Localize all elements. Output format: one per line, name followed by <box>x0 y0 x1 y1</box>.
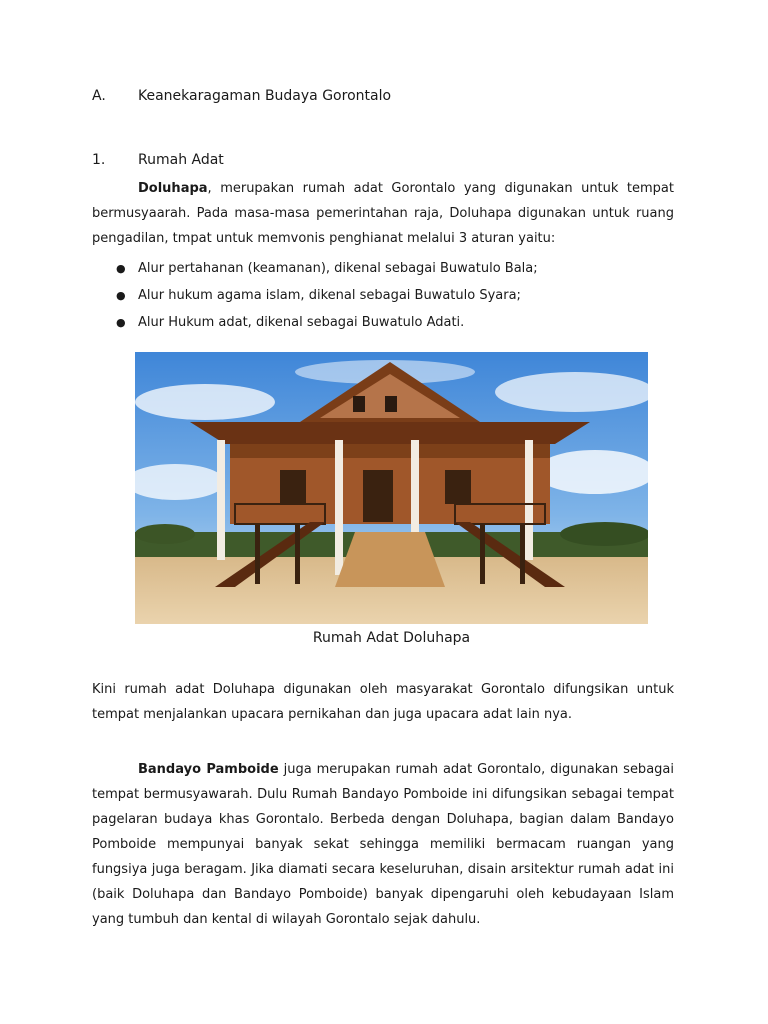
bullet-icon: ● <box>116 316 126 329</box>
subsection-number: 1. <box>92 152 106 168</box>
doluhapa-name: Doluhapa <box>138 181 208 196</box>
bullet-icon: ● <box>116 289 126 302</box>
figure-caption: Rumah Adat Doluhapa <box>312 630 471 646</box>
doluhapa-usage-paragraph: Kini rumah adat Doluhapa digunakan oleh masyarakat Gorontalo difungsikan untuk tempat menjalankan upacara pernikahan dan juga upacara adat lain nya. <box>92 682 674 722</box>
bandayo-paragraph <box>92 757 674 932</box>
rules-list <box>92 255 674 336</box>
list-item: ● Alur pertahanan (keamanan), dikenal sebagai Buwatulo Bala; <box>92 255 674 282</box>
bandayo-name: Bandayo Pamboide <box>138 762 279 777</box>
bullet-icon: ● <box>116 262 126 275</box>
section-title: Keanekaragaman Budaya Gorontalo <box>138 88 392 104</box>
list-item: ● Alur Hukum adat, dikenal sebagai Buwatulo Adati. <box>92 309 674 336</box>
doluhapa-house-photo <box>135 352 648 624</box>
subsection-title: Rumah Adat <box>138 152 224 168</box>
list-item: ● Alur hukum agama islam, dikenal sebagai Buwatulo Syara; <box>92 282 674 309</box>
doluhapa-paragraph <box>92 176 674 251</box>
doluhapa-text: , merupakan rumah adat Gorontalo yang digunakan untuk tempat bermusyaarah. Pada masa-masa pemerintahan raja, Doluhapa digunakan untuk ruang pengadilan, tmpat untuk memvonis penghianat melalui 3 aturan yaitu: <box>92 181 674 246</box>
section-number: A. <box>92 88 106 104</box>
bandayo-text: juga merupakan rumah adat Gorontalo, digunakan sebagai tempat bermusyawarah. Dulu Rumah Bandayo Pomboide ini difungsikan sebagai tempat pagelaran budaya khas Gorontalo. Berbeda dengan Doluhapa, bagian dalam Bandayo Pomboide mempunyai banyak sekat sehingga memiliki bermacam ruangan yang fungsiya juga beragam. Jika diamati secara keseluruhan, disain arsitektur rumah adat ini (baik Doluhapa dan Bandayo Pomboide) banyak dipengaruhi oleh kebudayaan Islam yang tumbuh dan kental di wilayah Gorontalo sejak dahulu. <box>92 762 674 927</box>
